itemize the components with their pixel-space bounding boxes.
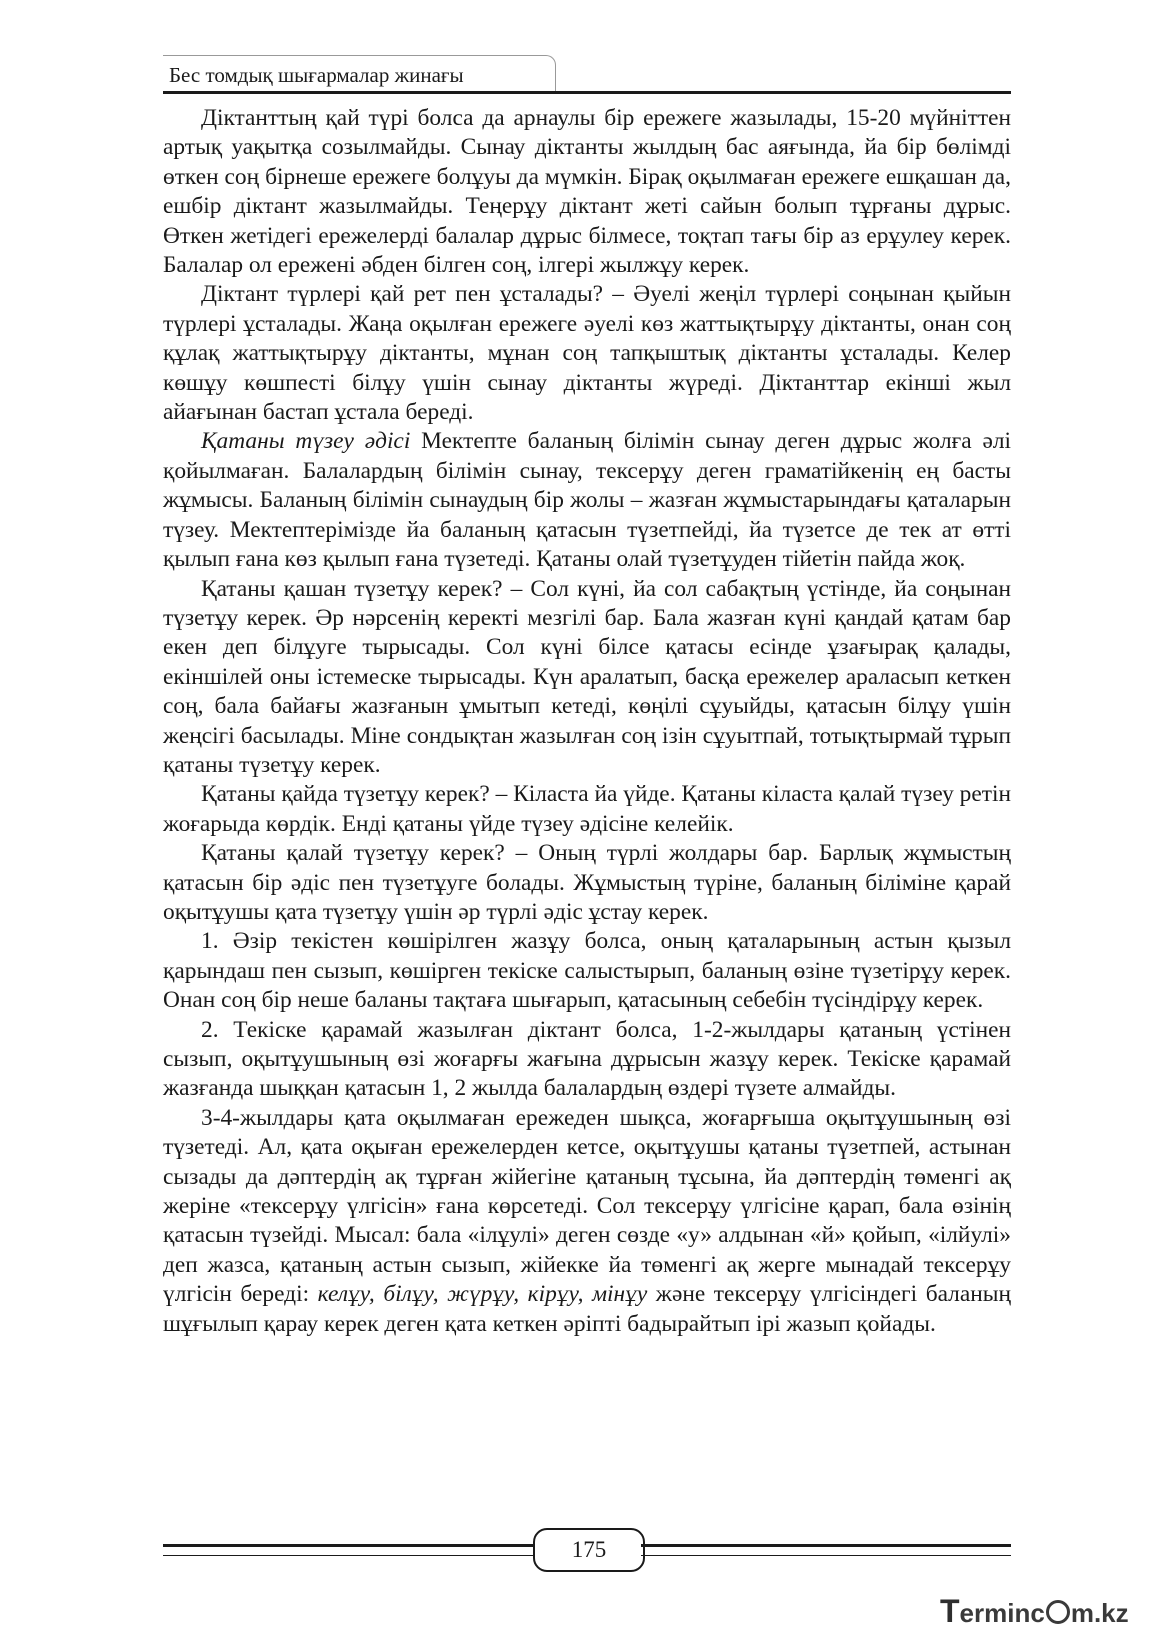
- example-words: келұу, білұу, жүрұу, кірұу, мінұу: [317, 1281, 648, 1308]
- page-number: 175: [533, 1528, 645, 1572]
- page-footer: [163, 1528, 1011, 1572]
- footer-rule-left: [163, 1544, 535, 1556]
- paragraph: 2. Текіске қарамай жазылған діктант болса, 1-2-жылдары қатаның үстінен сызып, оқытұушының өзі жоғарғы жағына дұрысын жазұу керек. Текіске қарамай жазғанда шыққан қатасын 1, 2 жылда балалардың өздері түзете алмайды.: [163, 1016, 1011, 1102]
- watermark-letter: T: [940, 1593, 960, 1629]
- section-lead: Қатаны түзеу әдісі: [201, 428, 411, 455]
- watermark-text-2: c: [1030, 1598, 1045, 1628]
- header-rule: [163, 91, 1011, 94]
- main-text: [163, 104, 1011, 1339]
- book-title: Бес томдық шығармалар жинағы: [169, 63, 464, 87]
- paragraph: Діктанттың қай түрі болса да арнаулы бір ережеге жазылады, 15-20 мүйніттен артық уақытқа созылмайды. Сынау діктанты жылдың бас аяғында, йа бір бөлімді өткен соң бірнеше ережеге болұуы да мүмкін. Бірақ оқылмаған ережеге ешқашан да, ешбір діктант жазылмайды. Теңерұу діктант жеті сайын болып тұрғаны дұрыс. Өткен жетідегі ережелерді балалар дұрыс білмесе, тоқтап тағы бір аз ерұулеу керек. Балалар ол ережені әбден білген соң, ілгері жылжұу керек.: [163, 105, 1011, 279]
- termincom-watermark-logo: [940, 1593, 1150, 1629]
- watermark-text-1: ermin: [959, 1598, 1031, 1628]
- paragraph-text: Мектепте баланың білімін сынау деген дұрыс жолға әлі қойылмаған. Балалардың білімін сынау, тексерұу деген граматійкенің ең басты жұмысы. Баланың білімін сынаудың бір жолы – жазған жұмыстарындағы қаталарын түзеу. Мектептерімізде йа баланың қатасын түзетпейді, йа түзетсе де тек ат өтті қылып ғана көз қылып ғана түзетеді. Қатаны олай түзетұуден тійетін пайда жоқ.: [163, 428, 1011, 573]
- paragraph-text: 3-4-жылдары қата оқылмаған ережеден шықса, жоғарғыша оқытұушының өзі түзетеді. Ал, қата оқыған ережелерден кетсе, оқытұушы қатаны түзетпей, астынан сызады да дәптердің ақ тұрған жійегіне қатаның тұсына, йа дәптердің төменгі ақ жеріне «тексерұу үлгісін» ғана көрсетеді. Сол тексерұу үлгісіне қарап, бала өзінің қатасын түзейді. Мысал: бала «ілұулі» деген сөзде «у» алдынан «й» қойып, «ілйулі» деп жазса, қатаның астын сызып, жійекке йа төменгі ақ жерге мынадай тексерұу үлгісін береді:: [163, 1104, 1011, 1308]
- magnifier-icon: [1046, 1600, 1070, 1624]
- footer-rule-right: [641, 1544, 1011, 1556]
- paragraph: [163, 1104, 1011, 1339]
- paragraph-text-end: және тексерұу үлгісіндегі баланың шұғылып қарау керек деген қата кеткен әріпті бадырайтып ірі жазып қойады.: [163, 1281, 1011, 1337]
- paragraph: Қатаны қашан түзетұу керек? – Сол күні, йа сол сабақтың үстінде, йа соңынан түзетұу керек. Әр нәрсенің керекті мезгілі бар. Бала жазған күні қандай қатам бар екен деп білұуге тырысады. Сол күні білсе қатасы есінде ұзағырақ қалады, екіншілей оны істемеске тырысады. Күн аралатып, басқа ережелер араласып кеткен соң, бала байағы жазғанын ұмытып кетеді, көңілі сұуыйды, қатасын білұу үшін жеңсігі басылады. Міне сондықтан жазылған соң ізін сұуытпай, тотықтырмай тұрып қатаны түзетұу керек.: [163, 575, 1011, 778]
- paragraph: 1. Әзір текістен көшірілген жазұу болса, оның қаталарының астын қызыл қарындаш пен сызып, көшірген текіске салыстырып, баланың өзіне түзетірұу керек. Онан соң бір неше баланы тақтаға шығарып, қатасының себебін түсіндірұу керек.: [163, 928, 1011, 1014]
- paragraph: Қатаны қалай түзетұу керек? – Оның түрлі жолдары бар. Барлық жұмыстың қатасын бір әдіс пен түзетұуге болады. Жұмыстың түріне, баланың біліміне қарай оқытұушы қата түзетұу үшін әр түрлі әдіс ұстау керек.: [163, 840, 1011, 925]
- paragraph: Діктант түрлері қай рет пен ұсталады? – Әуелі жеңіл түрлері соңынан қыйын түрлері ұсталады. Жаңа оқылған ережеге әуелі көз жаттықтырұу діктанты, онан соң құлақ жаттықтырұу діктанты, мұнан соң тапқыштық діктанты ұсталады. Келер көшұу көшпесті білұу үшін сынау діктанты жүреді. Діктанттар екінші жыл айағынан бастап ұстала береді.: [163, 281, 1011, 426]
- watermark-text-3: m.kz: [1070, 1598, 1129, 1628]
- paragraph: [163, 427, 1011, 574]
- paragraph: Қатаны қайда түзетұу керек? – Кіласта йа үйде. Қатаны кіласта қалай түзеу ретін жоғарыда көрдік. Енді қатаны үйде түзеу әдісіне келейік.: [163, 781, 1011, 837]
- running-header: [163, 55, 1011, 95]
